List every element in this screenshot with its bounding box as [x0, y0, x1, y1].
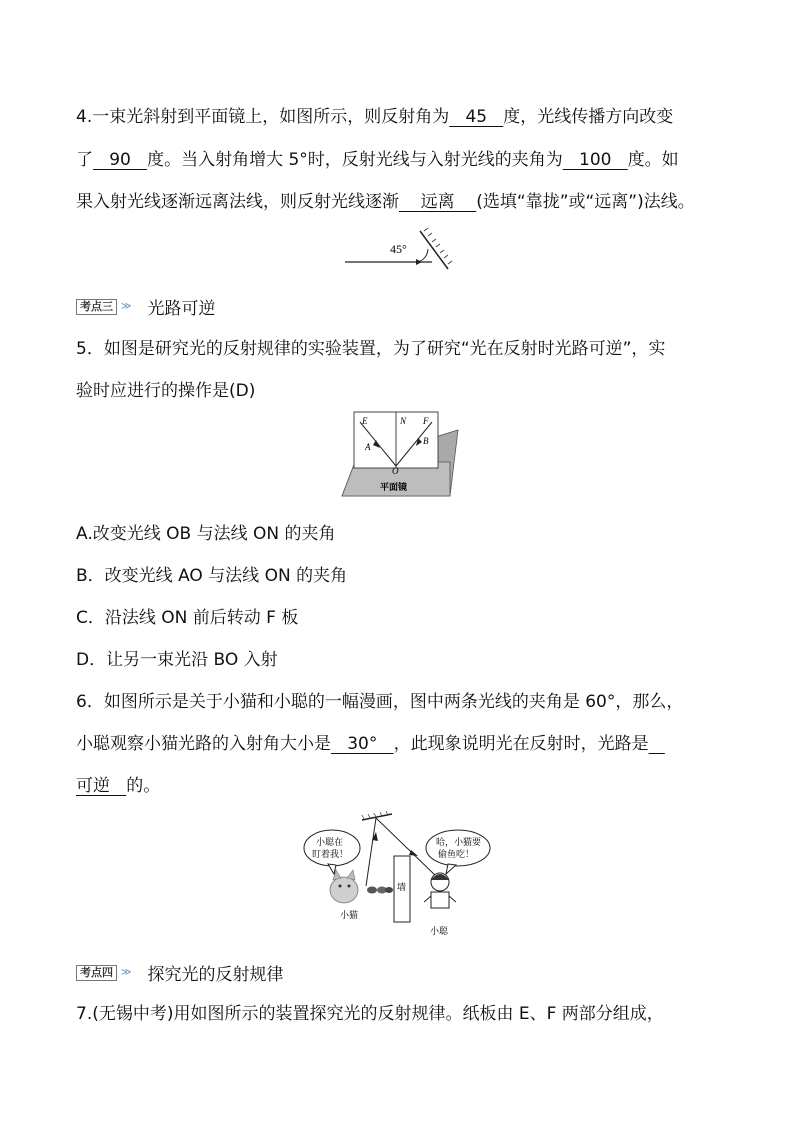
q5-option-c: C．沿法线 ON 前后转动 F 板	[76, 608, 299, 628]
q5-experiment-figure	[340, 410, 460, 502]
label-E: E	[362, 416, 368, 426]
q4-line-2: 了 90 度。当入射角增大 5°时，反射光线与入射光线的夹角为 100 度。如	[76, 150, 679, 170]
boy-bubble-line-1: 哈，小猫要	[436, 837, 482, 847]
section-title: 光路可逆	[147, 299, 216, 319]
q6-line-1: 6．如图所示是关于小猫和小聪的一幅漫画，图中两条光线的夹角是 60°，那么，	[76, 692, 684, 712]
q4-line-1: 4.一束光斜射到平面镜上，如图所示，则反射角为 45 度，光线传播方向改变	[76, 107, 674, 127]
boy-icon	[424, 873, 456, 908]
q5-line-2: 验时应进行的操作是(D)	[76, 381, 256, 401]
section-tag: 考点四	[76, 965, 117, 981]
q4-answer-1: 45	[465, 107, 488, 127]
boy-label: 小聪	[430, 926, 449, 936]
cat-bubble-line-1: 小聪在	[316, 837, 344, 847]
section-4-header	[76, 960, 283, 985]
section-tag: 考点三	[76, 299, 117, 315]
q6-cartoon-figure	[300, 810, 500, 938]
q4-answer-3: 100	[579, 150, 612, 170]
label-B: B	[423, 436, 429, 446]
q6-answer-1: 30°	[347, 734, 378, 754]
fish-icon	[367, 887, 393, 894]
cat-bubble-line-2: 盯着我！	[312, 849, 349, 859]
label-A: A	[365, 442, 371, 452]
label-O: O	[392, 466, 399, 476]
section-3-header	[76, 294, 215, 319]
label-N: N	[400, 416, 407, 426]
q6-line-3: 可逆 的。	[76, 776, 161, 796]
boy-bubble-line-2: 偷鱼吃！	[438, 849, 475, 859]
q4-angle-label: 45°	[390, 242, 407, 256]
cat-label: 小猫	[340, 910, 359, 920]
q5-option-d: D．让另一束光沿 BO 入射	[76, 650, 278, 670]
chevron-right-icon: ≫	[121, 301, 132, 312]
q5-line-1: 5．如图是研究光的反射规律的实验装置，为了研究“光在反射时光路可逆”，实	[76, 339, 666, 359]
wall-label: 墙	[397, 882, 407, 892]
q6-line-2: 小聪观察小猫光路的入射角大小是 30° ，此现象说明光在反射时，光路是	[76, 734, 649, 754]
q6-answer-2: 可逆	[76, 776, 110, 796]
q4-line-3: 果入射光线逐渐远离法线，则反射光线逐渐 远离 (选填“靠拢”或“远离”)法线。	[76, 192, 695, 212]
q4-answer-4: 远离	[420, 192, 455, 212]
section-title: 探究光的反射规律	[147, 965, 284, 985]
mirror-label: 平面镜	[380, 482, 408, 492]
q4-mirror-figure	[340, 225, 460, 275]
q7-line-1: 7.(无锡中考)用如图所示的装置探究光的反射规律。纸板由 E、F 两部分组成，	[76, 1004, 664, 1024]
label-F: F	[423, 416, 429, 426]
chevron-right-icon: ≫	[121, 967, 132, 978]
q4-answer-2: 90	[109, 150, 131, 170]
q5-option-b: B．改变光线 AO 与法线 ON 的夹角	[76, 566, 348, 586]
q5-option-a: A.改变光线 OB 与法线 ON 的夹角	[76, 524, 336, 544]
